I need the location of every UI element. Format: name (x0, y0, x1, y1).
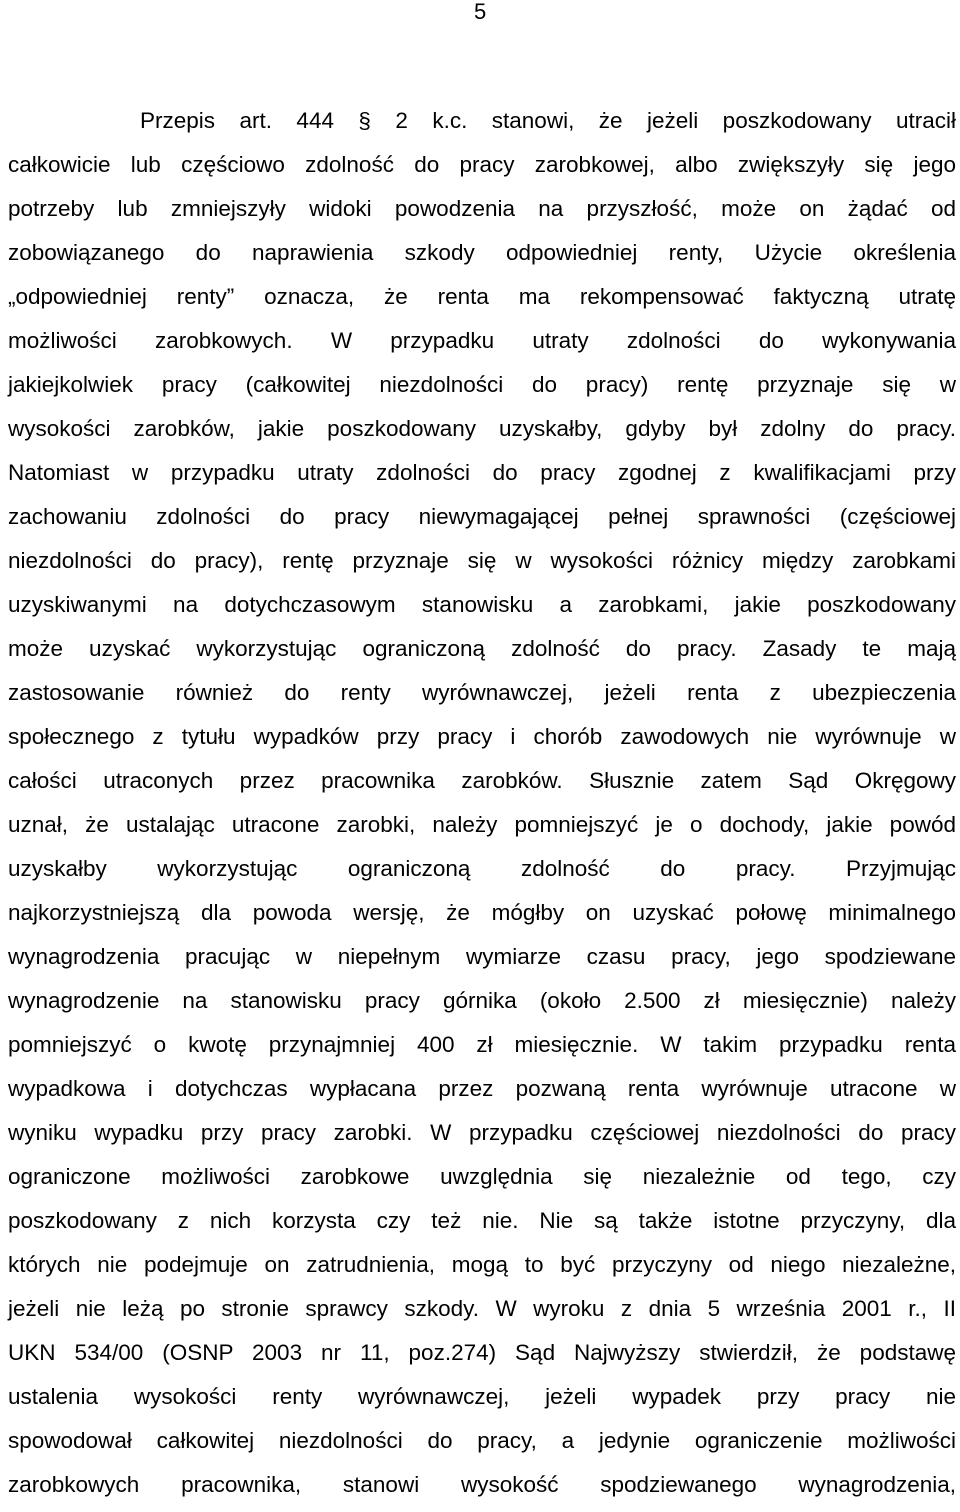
text-line: zarobkowych pracownika, stanowi wysokość spodziewanego wynagrodzenia, (8, 1472, 956, 1497)
text-line: potrzeby lub zmniejszyły widoki powodzenia na przyszłość, może on żądać od (8, 196, 956, 221)
text-line: spowodował całkowitej niezdolności do pracy, a jedynie ograniczenie możliwości (8, 1428, 956, 1453)
page-number: 5 (474, 0, 487, 24)
text-line: ustalenia wysokości renty wyrównawczej, jeżeli wypadek przy pracy nie (8, 1384, 956, 1409)
text-line: niezdolności do pracy), rentę przyznaje się w wysokości różnicy między zarobkami (8, 548, 956, 573)
text-line: ograniczone możliwości zarobkowe uwzględnia się niezależnie od tego, czy (8, 1164, 956, 1189)
text-line: całości utraconych przez pracownika zarobków. Słusznie zatem Sąd Okręgowy (8, 768, 956, 793)
text-line: może uzyskać wykorzystując ograniczoną zdolność do pracy. Zasady te mają (8, 636, 956, 661)
text-line: zachowaniu zdolności do pracy niewymagającej pełnej sprawności (częściowej (8, 504, 956, 529)
text-line: wynagrodzenie na stanowisku pracy górnika (około 2.500 zł miesięcznie) należy (8, 988, 956, 1013)
text-line: wysokości zarobków, jakie poszkodowany uzyskałby, gdyby był zdolny do pracy. (8, 416, 956, 441)
text-line: zobowiązanego do naprawienia szkody odpowiedniej renty, Użycie określenia (8, 240, 956, 265)
text-line: wyniku wypadku przy pracy zarobki. W przypadku częściowej niezdolności do pracy (8, 1120, 956, 1145)
text-line: uzyskałby wykorzystując ograniczoną zdolność do pracy. Przyjmując (8, 856, 956, 881)
text-line: jakiejkolwiek pracy (całkowitej niezdolności do pracy) rentę przyznaje się w (8, 372, 956, 397)
text-line: całkowicie lub częściowo zdolność do pracy zarobkowej, albo zwiększyły się jego (8, 152, 956, 177)
text-line: Przepis art. 444 § 2 k.c. stanowi, że jeżeli poszkodowany utracił (140, 108, 956, 133)
text-line: społecznego z tytułu wypadków przy pracy i chorób zawodowych nie wyrównuje w (8, 724, 956, 749)
text-line: których nie podejmuje on zatrudnienia, mogą to być przyczyny od niego niezależne, (8, 1252, 956, 1277)
text-line: wynagrodzenia pracując w niepełnym wymiarze czasu pracy, jego spodziewane (8, 944, 956, 969)
text-line: możliwości zarobkowych. W przypadku utraty zdolności do wykonywania (8, 328, 956, 353)
text-line: poszkodowany z nich korzysta czy też nie. Nie są także istotne przyczyny, dla (8, 1208, 956, 1233)
text-line: uznał, że ustalając utracone zarobki, należy pomniejszyć je o dochody, jakie powód (8, 812, 956, 837)
text-line: „odpowiedniej renty” oznacza, że renta ma rekompensować faktyczną utratę (8, 284, 956, 309)
text-line: zastosowanie również do renty wyrównawczej, jeżeli renta z ubezpieczenia (8, 680, 956, 705)
text-line: pomniejszyć o kwotę przynajmniej 400 zł miesięcznie. W takim przypadku renta (8, 1032, 956, 1057)
text-line: najkorzystniejszą dla powoda wersję, że mógłby on uzyskać połowę minimalnego (8, 900, 956, 925)
text-line: UKN 534/00 (OSNP 2003 nr 11, poz.274) Sąd Najwyższy stwierdził, że podstawę (8, 1340, 956, 1365)
text-line: Natomiast w przypadku utraty zdolności do pracy zgodnej z kwalifikacjami przy (8, 460, 956, 485)
text-line: uzyskiwanymi na dotychczasowym stanowisku a zarobkami, jakie poszkodowany (8, 592, 956, 617)
text-line: wypadkowa i dotychczas wypłacana przez pozwaną renta wyrównuje utracone w (8, 1076, 956, 1101)
text-line: jeżeli nie leżą po stronie sprawcy szkody. W wyroku z dnia 5 września 2001 r., II (8, 1296, 956, 1321)
